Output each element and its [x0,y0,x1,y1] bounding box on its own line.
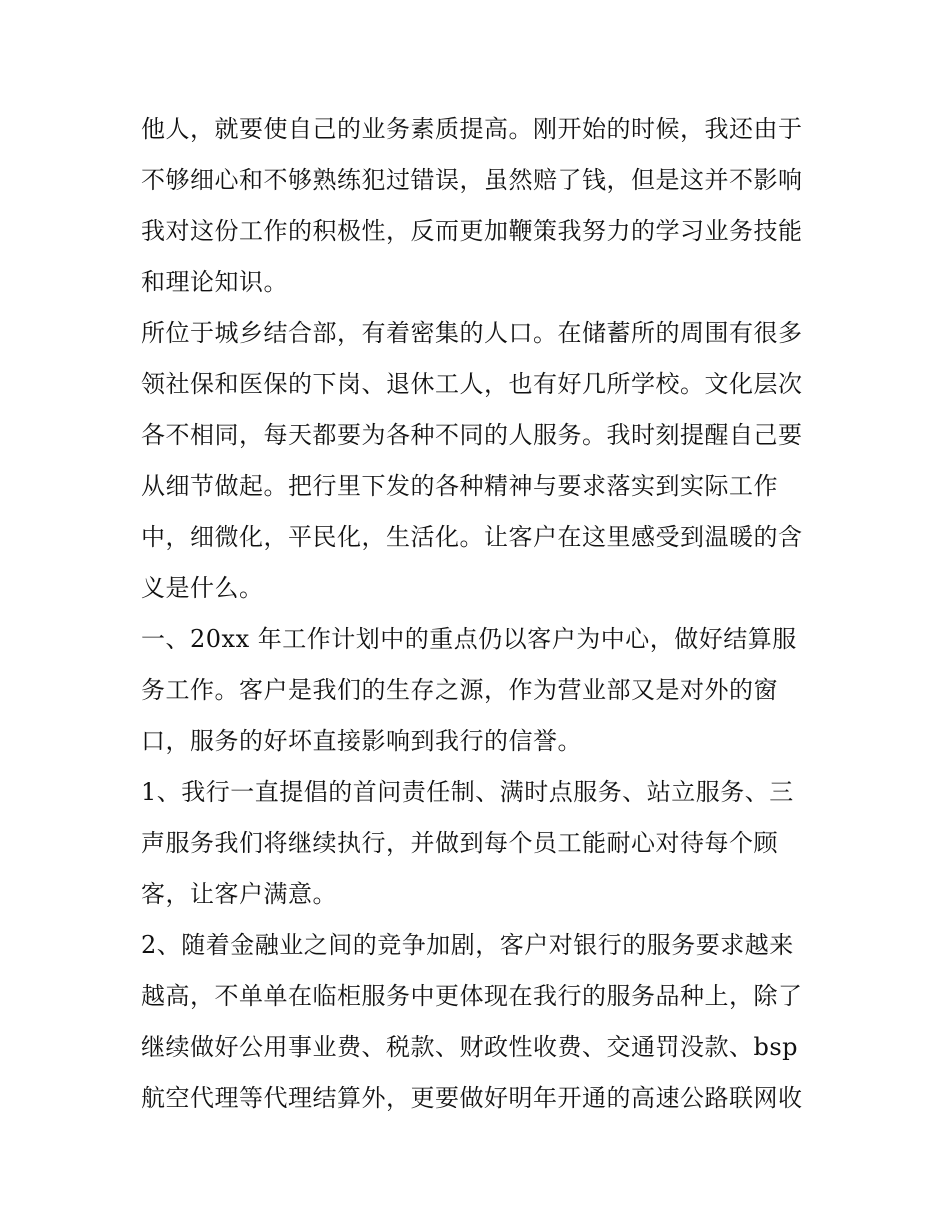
text-line: 继续做好公用事业费、税款、财政性收费、交通罚没款、bsp [141,1033,799,1061]
text-line: 声服务我们将继续执行，并做到每个员工能耐心对待每个顾 [141,829,778,857]
text-line: 口，服务的好坏直接影响到我行的信誉。 [141,727,582,755]
text-line: 从细节做起。把行里下发的各种精神与要求落实到实际工作 [141,472,778,500]
text-line: 各不相同，每天都要为各种不同的人服务。我时刻提醒自己要 [141,421,803,449]
text-line: 不够细心和不够熟练犯过错误，虽然赔了钱，但是这并不影响 [141,166,803,194]
text-line: 1、我行一直提倡的首问责任制、满时点服务、站立服务、三 [141,778,794,806]
text-line: 所位于城乡结合部，有着密集的人口。在储蓄所的周围有很多 [141,319,803,347]
text-line: 中，细微化，平民化，生活化。让客户在这里感受到温暖的含 [141,523,803,551]
text-line: 2、随着金融业之间的竞争加剧，客户对银行的服务要求越来 [141,931,794,959]
text-line: 航空代理等代理结算外，更要做好明年开通的高速公路联网收 [141,1084,803,1112]
text-line: 越高，不单单在临柜服务中更体现在我行的服务品种上，除了 [141,982,803,1010]
text-line: 他人，就要使自己的业务素质提高。刚开始的时候，我还由于 [141,115,803,143]
text-line: 和理论知识。 [141,268,288,296]
text-line: 务工作。客户是我们的生存之源，作为营业部又是对外的窗 [141,676,778,704]
text-line: 义是什么。 [141,574,264,602]
text-line: 一、20xx 年工作计划中的重点仍以客户为中心，做好结算服 [141,625,797,653]
text-line: 领社保和医保的下岗、退休工人，也有好几所学校。文化层次 [141,370,803,398]
document-body [141,104,821,1124]
text-line: 我对这份工作的积极性，反而更加鞭策我努力的学习业务技能 [141,217,803,245]
text-line: 客，让客户满意。 [141,880,337,908]
